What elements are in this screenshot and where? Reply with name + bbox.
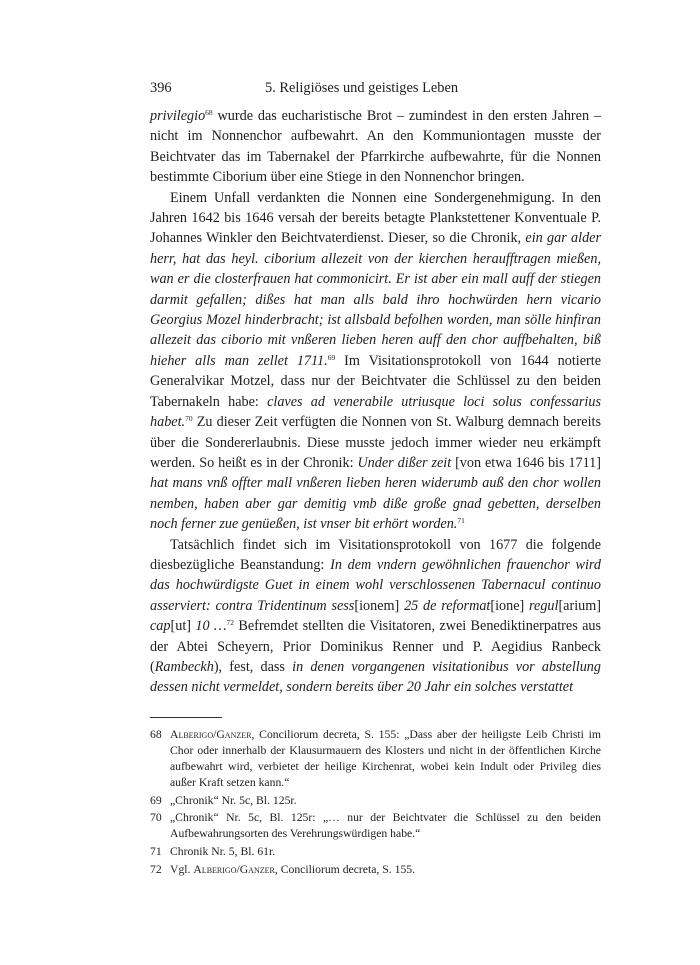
footnote-marker: 71 <box>457 516 465 526</box>
footnote-number: 69 <box>150 793 162 807</box>
footnote-marker: 72 <box>226 618 234 628</box>
footnote-number: 70 <box>150 811 162 825</box>
book-page <box>150 80 601 879</box>
italic-text: claves ad venerabile utriusque loci solus confessarius habet. <box>150 393 601 431</box>
footnote-text <box>170 810 601 842</box>
text-run: , Conciliorum decreta, S. 155. <box>274 862 416 876</box>
running-head: 5. Religiöses und geistiges Leben <box>265 80 459 96</box>
text-run: Einem Unfall verdankten die Nonnen eine Sondergenehmigung. In den Jahren 1642 bis 1646 versah der bereits betagte Plankstettener Konventuale P. Johannes Winkler den Beichtvaterdienst. Dieser, so die Chronik, <box>150 189 601 247</box>
page-header <box>150 80 601 104</box>
footnote-marker: 69 <box>327 352 336 362</box>
paragraph <box>150 535 601 698</box>
paragraph <box>150 188 601 535</box>
footnote-text <box>170 862 601 878</box>
italic-text: ein gar alder herr, hat das heyl. ciborium allezeit von der kierchen heraufftragen mießen, wan er die closterfrauen hat commonicirt. Er ist aber ein mall auff der stiegen darmit gefallen; dißes hat man alls bald ihro hochwürden hern vicario Georgius Mozel hinderbracht; ist allsbald befolhen worden, man sölle hinfiran allezeit das ciborio mit vnßeren lieben heren auff den chor auffbehalten, biß hieher alls man zellet 1711. <box>150 230 601 369</box>
text-run: „Chronik“ Nr. 5c, Bl. 125r. <box>170 793 297 807</box>
italic-text: Under dißer zeit <box>357 454 452 471</box>
text-run: [von etwa 1646 bis 1711] <box>451 454 601 471</box>
page-number: 396 <box>150 80 172 96</box>
italic-text: 25 de reformat <box>404 597 491 614</box>
text-run: wurde das eucharistische Brot – zumindest in den ersten Jahren – nicht im Nonnenchor aufbewahrt. An den Kommuniontagen musste der Beichtvater das im Tabernakel der Pfarrkirche aufbewahrte, für die Nonnen bestimmte Ciborium über eine Stiege in den Nonnenchor bringen. <box>150 108 601 186</box>
footnote <box>150 862 601 878</box>
main-text <box>150 106 601 698</box>
italic-text: cap <box>150 618 171 635</box>
footnotes <box>150 727 601 878</box>
footnote-marker: 68 <box>205 108 213 117</box>
text-run: Zu dieser Zeit verfügten die Nonnen von St. Walburg demnach bereits über die Sondererlaubnis. Diese musste jedoch immer wieder neu erkämpft werden. So heißt es in der Chronik: <box>150 414 601 471</box>
text-run: Befremdet stellten die Visitatoren, zwei Benediktinerpatres aus der Abtei Scheyern, Prior Dominikus Renner und P. Aegidius Ranbeck ( <box>150 618 601 675</box>
footnote-text <box>170 844 601 860</box>
footnote-marker: 70 <box>185 414 193 424</box>
footnote-text <box>170 793 601 809</box>
italic-text: in denen vorgangenen visitationibus vor abstellung dessen nicht vermeldet, sondern bereits über 20 Jahr ein solches verstattet <box>150 658 601 696</box>
italic-text: Rambeckh <box>154 658 214 675</box>
text-run: Im Visitationsprotokoll von 1644 notierte Generalvikar Motzel, dass nur der Beichtvater die Schlüssel zu den beiden Tabernakeln habe: <box>150 352 601 410</box>
footnote-number: 72 <box>150 862 162 876</box>
italic-text: privilegio <box>150 108 206 124</box>
italic-text: hat mans vnß offter mall vnßeren lieben heren widerumb auß den chor wollen nemben, haben aber gar demitig vmb diße große gnad gebetten, derselben noch ferner zue genüeßen, ist vnser bit erhört worden. <box>150 475 601 533</box>
text-run: [ione] <box>490 597 530 614</box>
author-name: Alberigo/Ganzer <box>170 727 252 741</box>
footnote-rule <box>150 717 222 718</box>
text-run: Chronik Nr. 5, Bl. 61r. <box>170 844 276 858</box>
text-run: Tatsächlich findet sich im Visitationsprotokoll von 1677 die folgende diesbezügliche Beanstandung: <box>150 536 601 573</box>
footnote <box>150 844 601 860</box>
text-run: „Chronik“ Nr. 5c, Bl. 125r: „… nur der Beichtvater die Schlüssel zu den beiden Aufbewahrungsorten des Verehrungswürdigen habe.“ <box>170 811 601 841</box>
author-name: Alberigo/Ganzer <box>193 862 275 876</box>
text-run: , Conciliorum decreta, S. 155: „Dass aber der heiligste Leib Christi im Chor oder innerhalb der Klausurmauern des Klosters und nicht in der öffentlichen Kirche aufbewahrt wird, verbietet der heilige Kirchenrat, wobei kein Indult oder Privileg dies außer Kraft setzen kann.“ <box>170 727 601 790</box>
text-run: [ionem] <box>354 597 405 614</box>
text-run: ), fest, dass <box>213 658 293 675</box>
footnote-number: 68 <box>150 727 162 741</box>
italic-text: In dem vndern gewöhnlichen frauenchor wird das hochwürdigste Guet in einem wohl verschlossenen Tabernacul continuo asserviert: contra Tridentinum sess <box>150 556 601 614</box>
footnote <box>150 727 601 791</box>
italic-text: regul <box>529 597 559 614</box>
paragraph <box>150 106 601 188</box>
text-run: [arium] <box>558 597 601 614</box>
italic-text: 10 … <box>195 618 227 635</box>
footnote-number: 71 <box>150 844 162 858</box>
footnote <box>150 810 601 842</box>
footnote <box>150 793 601 809</box>
text-run: Vgl. <box>170 862 194 876</box>
footnote-text <box>170 727 601 791</box>
text-run: [ut] <box>170 618 196 635</box>
